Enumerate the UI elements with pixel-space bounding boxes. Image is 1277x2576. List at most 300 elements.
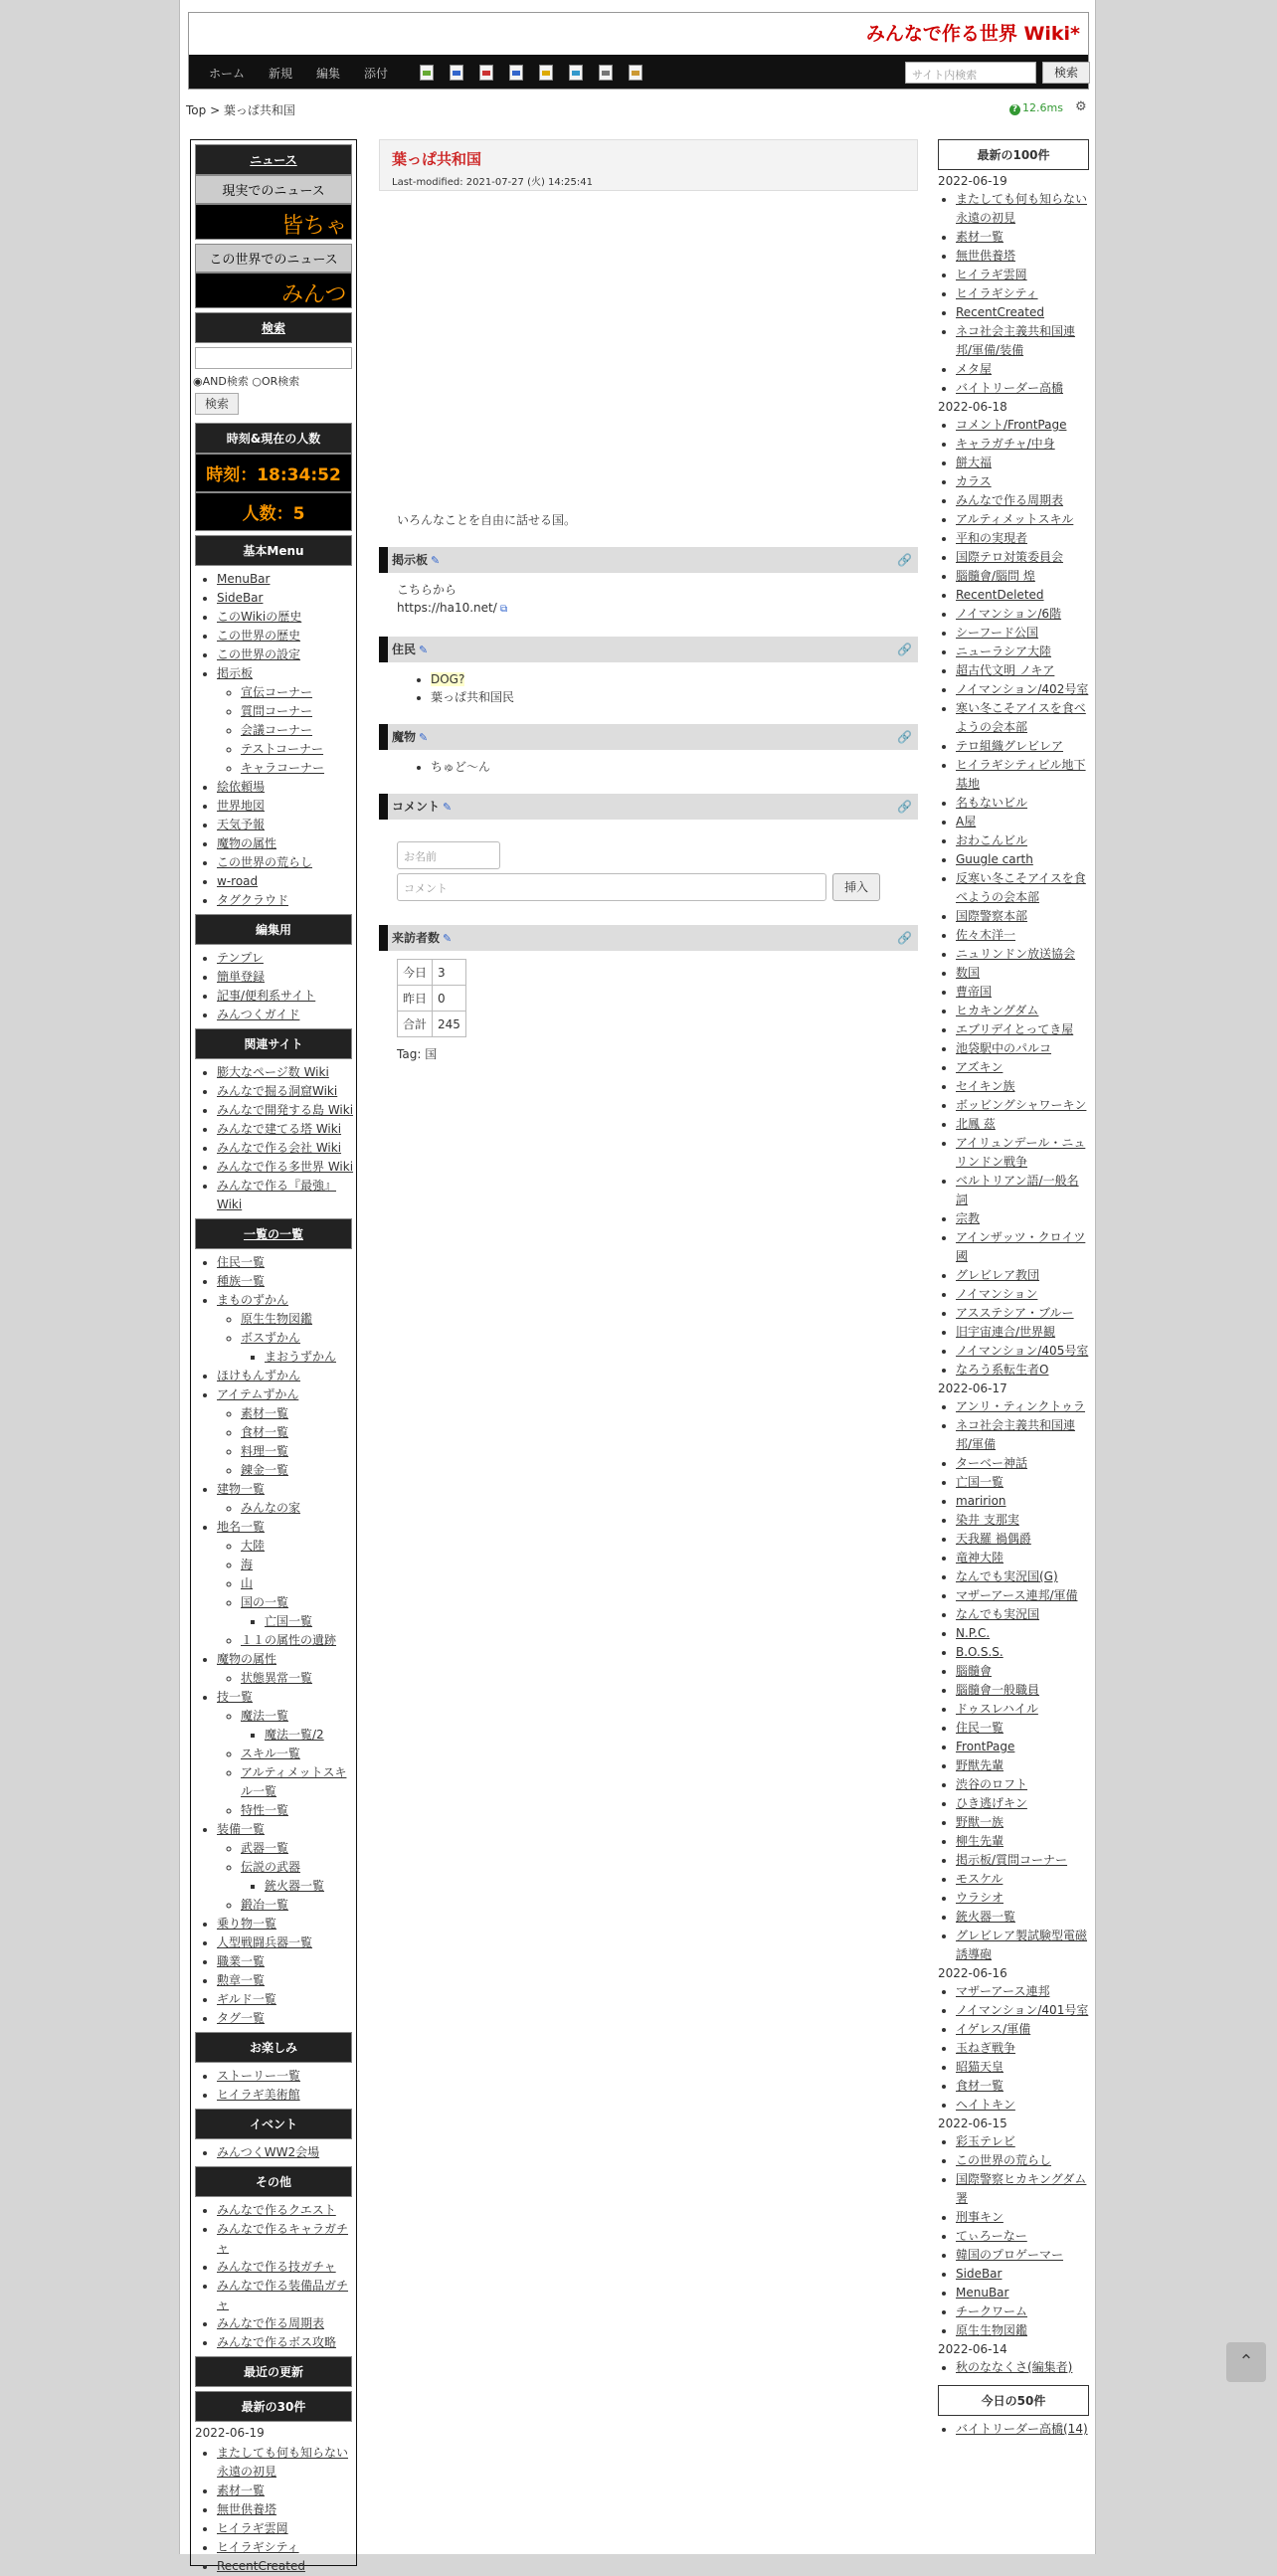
time-heading: 時刻&現在の人数: [195, 423, 352, 454]
list-item[interactable]: • ヒイラギ美術館: [217, 2086, 356, 2105]
recent-page-link[interactable]: • なんでも実況国(G): [956, 1567, 1089, 1586]
list-item[interactable]: ▪ まおうずかん: [265, 1348, 356, 1367]
list-item[interactable]: • みんなで作る技ガチャ: [217, 2258, 356, 2277]
today50-heading: 今日の50件: [938, 2385, 1089, 2416]
sub-list: [217, 1537, 356, 1650]
left-search-button[interactable]: 検索: [195, 393, 239, 415]
page: [179, 0, 1096, 2573]
right-sidebar: [938, 139, 1089, 2439]
list-item[interactable]: • w-road: [217, 872, 356, 891]
recent-page-link[interactable]: • ニュリンドン放送協会: [956, 945, 1089, 964]
list-item[interactable]: ◦ 国の一覧 ▪ 亡国一覧: [241, 1593, 356, 1631]
list-item[interactable]: ◦ アルティメットスキル一覧: [241, 1763, 356, 1801]
list-item[interactable]: • SideBar: [217, 589, 356, 608]
nav-home[interactable]: ホーム: [209, 67, 246, 81]
sub-list: [241, 1348, 356, 1367]
recent-page-link[interactable]: • 国際警察本部: [956, 907, 1089, 926]
recent-page-link[interactable]: • 柳生先輩: [956, 1832, 1089, 1851]
other-list: [191, 2201, 356, 2352]
recent-page-link[interactable]: • ノイマンション/402号室: [956, 680, 1089, 699]
list-item[interactable]: ◦ テストコーナー: [241, 740, 356, 759]
list-item[interactable]: • ヒイラギ雲岡: [217, 2519, 356, 2538]
recent-page-link[interactable]: • Guugle carth: [956, 850, 1089, 869]
recent-page-link[interactable]: • 腦髓會/腦問 煌: [956, 567, 1089, 586]
recent-page-link[interactable]: • チークワーム: [956, 2302, 1089, 2321]
list-item[interactable]: • 装備一覧 ◦ 武器一覧 ◦ 伝説の武器 ▪ 銃火器一覧 ◦ 鍛冶一覧: [217, 1820, 356, 1915]
real-news-label: 現実でのニュース: [195, 175, 352, 204]
list-item[interactable]: • 素材一覧: [217, 2482, 356, 2500]
list-item[interactable]: • 人型戦闘兵器一覧: [217, 1933, 356, 1952]
recent-page-link[interactable]: • 掲示板/質問コーナー: [956, 1851, 1089, 1870]
recent-page-link[interactable]: • ヒカキングダム: [956, 1002, 1089, 1020]
list-item[interactable]: • ほけもんずかん: [217, 1367, 356, 1385]
list-item[interactable]: • みんなで作る多世界 Wiki: [217, 1158, 356, 1177]
list-item[interactable]: • みんなで掘る洞窟Wiki: [217, 1082, 356, 1101]
recent-page-link[interactable]: • 国際テロ対策委員会: [956, 548, 1089, 567]
and-radio[interactable]: ◉: [193, 375, 203, 388]
tool-icon-1[interactable]: [420, 65, 434, 81]
recent-date: 2022-06-19: [195, 2426, 265, 2440]
list-item[interactable]: ▪ 亡国一覧: [265, 1612, 356, 1631]
recent-page-link[interactable]: • コメント/FrontPage: [956, 416, 1089, 435]
section-visitors: 来訪者数 ✎ 🔗: [379, 925, 918, 951]
edit-pencil-icon[interactable]: ✎: [443, 801, 453, 814]
recent-page-link[interactable]: • アルティメットスキル: [956, 510, 1089, 529]
last-modified: Last-modified: 2021-07-27 (火) 14:25:41: [392, 177, 593, 188]
recent-page-link[interactable]: • みんなで作る周期表: [956, 491, 1089, 510]
list-item[interactable]: • 建物一覧 ◦ みんなの家: [217, 1480, 356, 1518]
page-title[interactable]: 葉っぱ共和国: [392, 150, 482, 168]
news-heading[interactable]: ニュース: [195, 144, 352, 175]
list-item[interactable]: ◦ １１の属性の遺跡: [241, 1631, 356, 1650]
recent-page-link[interactable]: • ヘイトキン: [956, 2096, 1089, 2115]
list-item[interactable]: • 乗り物一覧: [217, 1915, 356, 1933]
table-row: 今日 3: [398, 960, 466, 986]
recent-page-link[interactable]: • ノイマンション/405号室: [956, 1342, 1089, 1361]
recent-page-list: [938, 416, 1089, 1380]
list-heading[interactable]: 一覧の一覧: [195, 1218, 352, 1249]
recent-page-link[interactable]: • この世界の荒らし: [956, 2151, 1089, 2170]
recent-page-link[interactable]: • RecentDeleted: [956, 586, 1089, 605]
or-radio[interactable]: ○: [252, 375, 262, 388]
list-item[interactable]: • みんつくガイド: [217, 1006, 356, 1024]
main-content: [379, 139, 918, 1062]
title-box: [379, 139, 918, 191]
recent-page-link[interactable]: • 野獣一族: [956, 1813, 1089, 1832]
list-item[interactable]: ◦ 魔法一覧 ▪ 魔法一覧/2: [241, 1707, 356, 1745]
other-heading: その他: [195, 2166, 352, 2197]
recent-page-link[interactable]: • maririon: [956, 1492, 1089, 1511]
recent-page-link[interactable]: • 腦髓會: [956, 1662, 1089, 1681]
edit-heading: 編集用: [195, 914, 352, 945]
edit-pencil-icon[interactable]: ✎: [431, 554, 441, 567]
anchor-link-icon[interactable]: 🔗: [897, 931, 912, 945]
list-item[interactable]: • ヒイラギシティ: [217, 2538, 356, 2557]
list-item[interactable]: • この世界の歴史: [217, 627, 356, 645]
recent-page-link[interactable]: • 曹帝国: [956, 983, 1089, 1002]
left-search-input[interactable]: [195, 347, 352, 369]
recent-page-link[interactable]: • ウラシオ: [956, 1889, 1089, 1908]
list-item[interactable]: • 住民一覧: [217, 1253, 356, 1272]
intro-text: いろんなことを自由に話せる国。: [397, 513, 577, 527]
recent-page-link[interactable]: • FrontPage: [956, 1738, 1089, 1756]
recent-page-link[interactable]: • 名もないビル: [956, 794, 1089, 813]
recent-page-link[interactable]: • 北鳳 茲: [956, 1115, 1089, 1134]
recent-page-link[interactable]: • 数国: [956, 964, 1089, 983]
recent-page-link[interactable]: • 池袋駅中のパルコ: [956, 1039, 1089, 1058]
recent-page-link[interactable]: • ベルトリアン語/一般名詞: [956, 1172, 1089, 1209]
anchor-link-icon[interactable]: 🔗: [897, 553, 912, 567]
date-heading: 2022-06-17: [938, 1381, 1007, 1395]
resident-link[interactable]: 葉っぱ共和国民: [431, 690, 515, 704]
recent-page-link[interactable]: • 食材一覧: [956, 2077, 1089, 2096]
recent-page-link[interactable]: • RecentCreated: [956, 303, 1089, 322]
recent-page-link[interactable]: • カラス: [956, 472, 1089, 491]
monsters-body: [379, 750, 918, 784]
recent-page-link[interactable]: • またしても何も知らない永遠の初見: [956, 190, 1089, 228]
real-news-ticker: 皆ちゃ: [195, 204, 352, 240]
related-list: [191, 1063, 356, 1214]
recent-page-link[interactable]: • ヒイラギシティ: [956, 284, 1089, 303]
list-item[interactable]: • ギルド一覧: [217, 1990, 356, 2009]
header: [188, 12, 1089, 90]
recent-page-list: [938, 1982, 1089, 2115]
list-item[interactable]: ◦ 食材一覧: [241, 1423, 356, 1442]
recent-page-link[interactable]: • 素材一覧: [956, 228, 1089, 247]
anchor-link-icon[interactable]: 🔗: [897, 800, 912, 814]
recent-page-list: [938, 1397, 1089, 1964]
recent-page-link[interactable]: • ターベー神話: [956, 1454, 1089, 1473]
list-item[interactable]: • RecentCreated: [217, 2557, 356, 2576]
tag-link[interactable]: 国: [425, 1047, 438, 1061]
sub-list: [217, 1404, 356, 1480]
list-item[interactable]: • またしても何も知らない永遠の初見: [217, 2444, 356, 2482]
list-item[interactable]: • 種族一覧: [217, 1272, 356, 1291]
list-item[interactable]: • 魔物の属性 ◦ 状態異常一覧: [217, 1650, 356, 1688]
edit-list: [191, 949, 356, 1024]
tool-icon-5[interactable]: [539, 65, 553, 81]
list-item[interactable]: • ストーリー一覧: [217, 2067, 356, 2086]
fun-list: [191, 2067, 356, 2105]
recent-page-link[interactable]: • 渋谷のロフト: [956, 1775, 1089, 1794]
recent-page-link[interactable]: • 韓国のプロゲーマー: [956, 2246, 1089, 2265]
recent-page-link[interactable]: • 腦髓會一般職員: [956, 1681, 1089, 1700]
list-item[interactable]: • みんなで作るクエスト: [217, 2201, 356, 2220]
recent-page-link[interactable]: • マザーアース連邦/軍備: [956, 1586, 1089, 1605]
people-count: 人数：5: [195, 492, 352, 531]
comment-input[interactable]: コメント: [397, 873, 826, 901]
list-item[interactable]: • みんなで作るキャラガチャ: [217, 2220, 356, 2258]
recent-page-link[interactable]: • テロ組織グレビレア: [956, 737, 1089, 756]
recent-page-link[interactable]: • ノイマンション/401号室: [956, 2001, 1089, 2020]
recent100-heading: 最新の100件: [938, 139, 1089, 170]
recent-page-list: [938, 2132, 1089, 2340]
list-item[interactable]: • みんなで作るボス攻略: [217, 2333, 356, 2352]
list-item[interactable]: ▪ 魔法一覧/2: [265, 1726, 356, 1745]
list-item[interactable]: • 魔物の属性: [217, 834, 356, 853]
recent-page-link[interactable]: • なろう系転生者O: [956, 1361, 1089, 1380]
recent-page-link[interactable]: • 宗教: [956, 1209, 1089, 1228]
list-item[interactable]: ◦ 山: [241, 1574, 356, 1593]
list-item[interactable]: • 職業一覧: [217, 1952, 356, 1971]
recent-page-link[interactable]: • 竜神大陸: [956, 1549, 1089, 1567]
comment-form: [379, 820, 918, 911]
section-residents: 住民 ✎ 🔗: [379, 637, 918, 662]
list-item[interactable]: ◦ ボスずかん ▪ まおうずかん: [241, 1329, 356, 1367]
recent-page-link[interactable]: • アスステシア・ブルー: [956, 1304, 1089, 1323]
recent-page-link[interactable]: • 銃火器一覧: [956, 1908, 1089, 1927]
recent-page-link[interactable]: • アズキン: [956, 1058, 1089, 1077]
recent-page-link[interactable]: • アイリュンデール・ニュリンドン戦争: [956, 1134, 1089, 1172]
sub-list: [241, 1726, 356, 1745]
sub-list: [217, 1499, 356, 1518]
section-board: 掲示板 ✎ 🔗: [379, 547, 918, 573]
clock: 時刻：18:34:52: [195, 454, 352, 492]
site-search-button[interactable]: 検索: [1042, 62, 1090, 84]
sub-list: [217, 1669, 356, 1688]
recent-page-link[interactable]: • メタ屋: [956, 360, 1089, 379]
sub-list: [217, 683, 356, 778]
list-item[interactable]: • このWikiの歴史: [217, 608, 356, 627]
recent-page-link[interactable]: • ノイマンション/6階: [956, 605, 1089, 624]
list-item[interactable]: ◦ 素材一覧: [241, 1404, 356, 1423]
site-title[interactable]: みんなで作る世界 Wiki*: [865, 23, 1080, 45]
recent-page-link[interactable]: • N.P.C.: [956, 1624, 1089, 1643]
left-sidebar: [190, 139, 357, 2573]
list-item[interactable]: • みんつくWW2会場: [217, 2143, 356, 2162]
list-item[interactable]: • タグ一覧: [217, 2009, 356, 2028]
recent-page-link[interactable]: • 無世供養塔: [956, 247, 1089, 266]
list-item[interactable]: • この世界の荒らし: [217, 853, 356, 872]
edit-pencil-icon[interactable]: ✎: [419, 731, 429, 744]
search-mode: ◉AND検索 ○OR検索: [193, 375, 300, 388]
site-search-input[interactable]: サイト内検索: [905, 62, 1036, 84]
scroll-up-button[interactable]: ⌃: [1226, 2342, 1266, 2382]
tool-icon-3[interactable]: [479, 65, 493, 81]
recent-page-link[interactable]: • 玉ねぎ戦争: [956, 2039, 1089, 2058]
list-item[interactable]: ◦ 宣伝コーナー: [241, 683, 356, 702]
recent-page-link[interactable]: • A屋: [956, 813, 1089, 831]
recent-page-link[interactable]: • なんでも実況国: [956, 1605, 1089, 1624]
tool-icon-7[interactable]: [599, 65, 613, 81]
recent-page-link[interactable]: • マザーアース連邦: [956, 1982, 1089, 2001]
insert-button[interactable]: 挿入: [832, 873, 880, 901]
recent-page-link[interactable]: • ヒイラギ雲岡: [956, 266, 1089, 284]
list-item[interactable]: • 絵依頼場: [217, 778, 356, 797]
perf-indicator: ? 12.6ms: [1009, 101, 1063, 115]
list-item[interactable]: ◦ 海: [241, 1556, 356, 1574]
recent-page-link[interactable]: • MenuBar: [956, 2284, 1089, 2302]
recent-page-link[interactable]: • 野獣先輩: [956, 1756, 1089, 1775]
tool-icon-2[interactable]: [450, 65, 463, 81]
list-item[interactable]: • みんなで作る『最強』Wiki: [217, 1177, 356, 1214]
edit-pencil-icon[interactable]: ✎: [443, 932, 453, 945]
resident-link[interactable]: DOG?: [431, 672, 465, 686]
list-item[interactable]: ▪ 銃火器一覧: [265, 1877, 356, 1896]
table-row: 合計 245: [398, 1012, 466, 1037]
list-item[interactable]: • タグクラウド: [217, 891, 356, 910]
recent-page-list: [938, 2358, 1089, 2377]
name-input[interactable]: お名前: [397, 841, 500, 869]
tool-icon-4[interactable]: [509, 65, 523, 81]
recent-page-link[interactable]: • ドゥスレハイル: [956, 1700, 1089, 1719]
table-row: 昨日 0: [398, 986, 466, 1012]
list-item[interactable]: ◦ 鍛冶一覧: [241, 1896, 356, 1915]
anchor-link-icon[interactable]: 🔗: [897, 643, 912, 656]
residents-body: [379, 662, 918, 714]
recent-page-link[interactable]: • 染井 支那実: [956, 1511, 1089, 1530]
list-item[interactable]: ◦ キャラコーナー: [241, 759, 356, 778]
recent-page-link[interactable]: • ボッビングシャワーキン: [956, 1096, 1089, 1115]
check-icon: ?: [1009, 104, 1020, 115]
recent-page-link[interactable]: • ネコ社会主義共和国連邦/軍備/装備: [956, 322, 1089, 360]
recent-page-link[interactable]: • 餅大福: [956, 454, 1089, 472]
recent-page-link[interactable]: • モスケル: [956, 1870, 1089, 1889]
recent-page-link[interactable]: • 寒い冬こそアイスを食べようの会本部: [956, 699, 1089, 737]
list-item[interactable]: • 勲章一覧: [217, 1971, 356, 1990]
list-item[interactable]: • 掲示板 ◦ 宣伝コーナー ◦ 質問コーナー ◦ 会議コーナー ◦ テストコーナー ◦ キャラコーナー: [217, 664, 356, 778]
list-item[interactable]: ◦ 原生生物図鑑: [241, 1310, 356, 1329]
list-item[interactable]: ◦ 状態異常一覧: [241, 1669, 356, 1688]
recent-page-link[interactable]: • ひき逃げキン: [956, 1794, 1089, 1813]
edit-pencil-icon[interactable]: ✎: [419, 644, 429, 656]
recent-page-link[interactable]: • 亡国一覧: [956, 1473, 1089, 1492]
recent-page-link[interactable]: • ネコ社会主義共和国連邦/軍備: [956, 1416, 1089, 1454]
recent-page-link[interactable]: • てぃろーなー: [956, 2227, 1089, 2246]
list-item[interactable]: ◦ 伝説の武器 ▪ 銃火器一覧: [241, 1858, 356, 1896]
recent-page-link[interactable]: • アインザッツ・クロイツ國: [956, 1228, 1089, 1266]
monster-link[interactable]: ちゅど～ん: [431, 760, 491, 774]
list-item[interactable]: • テンプレ: [217, 949, 356, 968]
list-item[interactable]: ◦ 特性一覧: [241, 1801, 356, 1820]
list-item[interactable]: • 無世供養塔: [217, 2500, 356, 2519]
board-body: こちらから https://ha10.net/ ⧉: [397, 583, 508, 615]
recent-page-link[interactable]: • 刑事キン: [956, 2208, 1089, 2227]
recent-page-link[interactable]: • 彩玉テレビ: [956, 2132, 1089, 2151]
recent-page-link[interactable]: • 天我羅 禍偶爵: [956, 1530, 1089, 1549]
recent-page-link[interactable]: • シーフード公国: [956, 624, 1089, 643]
sub-list: [217, 1707, 356, 1820]
anchor-link-icon[interactable]: 🔗: [897, 730, 912, 744]
sub-list: [217, 1839, 356, 1915]
tags: Tag: 国: [397, 1047, 438, 1061]
list-item[interactable]: ◦ 大陸: [241, 1537, 356, 1556]
nav-attach[interactable]: 添付: [364, 67, 389, 81]
recent-page-link[interactable]: • 秋のななくさ(編集者): [956, 2358, 1089, 2377]
tool-icon-6[interactable]: [569, 65, 583, 81]
gear-icon[interactable]: ⚙: [1075, 99, 1087, 114]
list-item[interactable]: • みんなで作る装備品ガチャ: [217, 2277, 356, 2314]
list-item[interactable]: ◦ 錬金一覧: [241, 1461, 356, 1480]
recent-page-link[interactable]: • 佐々木洋一: [956, 926, 1089, 945]
recent-page-link[interactable]: • 国際警察ヒカキングダム署: [956, 2170, 1089, 2208]
date-heading: 2022-06-14: [938, 2342, 1007, 2356]
list-item[interactable]: • みんなで建てる塔 Wiki: [217, 1120, 356, 1139]
nav-new[interactable]: 新規: [269, 67, 293, 81]
list-item[interactable]: • 膨大なページ数 Wiki: [217, 1063, 356, 1082]
today-list: [938, 2420, 1089, 2439]
recent-page-link[interactable]: • グレビレア教団: [956, 1266, 1089, 1285]
recent-page-list: [938, 190, 1089, 398]
list-item[interactable]: • 記事/便利系サイト: [217, 987, 356, 1006]
list-item[interactable]: ◦ 料理一覧: [241, 1442, 356, 1461]
recent-page-link[interactable]: • セイキン族: [956, 1077, 1089, 1096]
recent-page-link[interactable]: • ヒイラギシティビル地下基地: [956, 756, 1089, 794]
sub-list: [217, 1310, 356, 1367]
menu-list: [191, 570, 356, 910]
date-heading: 2022-06-16: [938, 1966, 1007, 1980]
recent-page-link[interactable]: • SideBar: [956, 2265, 1089, 2284]
list-item[interactable]: ◦ 武器一覧: [241, 1839, 356, 1858]
list-item[interactable]: • MenuBar: [217, 570, 356, 589]
recent-page-link[interactable]: • 超古代文明 ノキア: [956, 661, 1089, 680]
search-heading[interactable]: 検索: [195, 312, 352, 343]
fun-heading: お楽しみ: [195, 2032, 352, 2063]
recent-page-link[interactable]: • グレビレア製試験型電磁誘導砲: [956, 1927, 1089, 1964]
recent100-groups: [938, 174, 1089, 2377]
blank-area: [379, 191, 918, 509]
nav-edit[interactable]: 編集: [316, 67, 341, 81]
list-item[interactable]: • 技一覧 ◦ 魔法一覧 ▪ 魔法一覧/2 ◦ スキル一覧 ◦ アルティメットスキル一覧 ◦ 特性一覧: [217, 1688, 356, 1820]
list-item[interactable]: • 世界地図: [217, 797, 356, 816]
list-item[interactable]: ◦ 質問コーナー: [241, 702, 356, 721]
external-link-icon: ⧉: [496, 604, 508, 615]
recent-page-link[interactable]: • 平和の実現者: [956, 529, 1089, 548]
date-heading: 2022-06-15: [938, 2116, 1007, 2130]
event-list: [191, 2143, 356, 2162]
list-item[interactable]: • 簡単登録: [217, 968, 356, 987]
menu-heading: 基本Menu: [195, 535, 352, 566]
breadcrumb[interactable]: Top > 葉っぱ共和国: [186, 103, 295, 117]
recent-page-link[interactable]: • イゲレス/軍備: [956, 2020, 1089, 2039]
list-item[interactable]: • 天気予報: [217, 816, 356, 834]
sub-list: [241, 1612, 356, 1631]
recent-page-link[interactable]: • アンリ・ティンクトゥラ: [956, 1397, 1089, 1416]
recent-page-link[interactable]: • 反寒い冬こそアイスを食べようの会本部: [956, 869, 1089, 907]
list-item[interactable]: • みんなで開発する島 Wiki: [217, 1101, 356, 1120]
list-item[interactable]: • この世界の設定: [217, 645, 356, 664]
recent30-heading: 最新の30件: [195, 2391, 352, 2422]
nav-bar: [189, 55, 1088, 89]
list-item[interactable]: • まものずかん ◦ 原生生物図鑑 ◦ ボスずかん ▪ まおうずかん: [217, 1291, 356, 1367]
tool-icon-8[interactable]: [629, 65, 642, 81]
recent-page-link[interactable]: • おわこんビル: [956, 831, 1089, 850]
world-news-label: この世界でのニュース: [195, 244, 352, 273]
recent-page-link[interactable]: • 原生生物図鑑: [956, 2321, 1089, 2340]
section-monsters: 魔物 ✎ 🔗: [379, 724, 918, 750]
lists-list: [191, 1253, 356, 2028]
recent-page-link[interactable]: • B.O.S.S.: [956, 1643, 1089, 1662]
recent-page-link[interactable]: • バイトリーダー高橋: [956, 379, 1089, 398]
list-item[interactable]: • みんなで作る会社 Wiki: [217, 1139, 356, 1158]
recent-page-link[interactable]: • ニューラシア大陸: [956, 643, 1089, 661]
recent-page-link[interactable]: • キャラガチャ/中身: [956, 435, 1089, 454]
recent-page-link[interactable]: • ノイマンション: [956, 1285, 1089, 1304]
recent-page-link[interactable]: • 旧宇宙連合/世界観: [956, 1323, 1089, 1342]
recent-page-link[interactable]: • 昭猫天皇: [956, 2058, 1089, 2077]
list-item[interactable]: • バイトリーダー高橋(14): [956, 2420, 1089, 2439]
list-item[interactable]: ◦ 会議コーナー: [241, 721, 356, 740]
recent-page-link[interactable]: • エブリデイとってき屋: [956, 1020, 1089, 1039]
list-item[interactable]: • 地名一覧 ◦ 大陸 ◦ 海 ◦ 山 ◦ 国の一覧 ▪ 亡国一覧 ◦ １１の属性の遺跡: [217, 1518, 356, 1650]
list-item[interactable]: ◦ みんなの家: [241, 1499, 356, 1518]
list-item[interactable]: • みんなで作る周期表: [217, 2314, 356, 2333]
list-item[interactable]: ◦ スキル一覧: [241, 1745, 356, 1763]
world-news-ticker: みんつ: [195, 273, 352, 308]
list-item[interactable]: • アイテムずかん ◦ 素材一覧 ◦ 食材一覧 ◦ 料理一覧 ◦ 錬金一覧: [217, 1385, 356, 1480]
board-link[interactable]: https://ha10.net/: [397, 601, 497, 615]
recent-page-link[interactable]: • 住民一覧: [956, 1719, 1089, 1738]
